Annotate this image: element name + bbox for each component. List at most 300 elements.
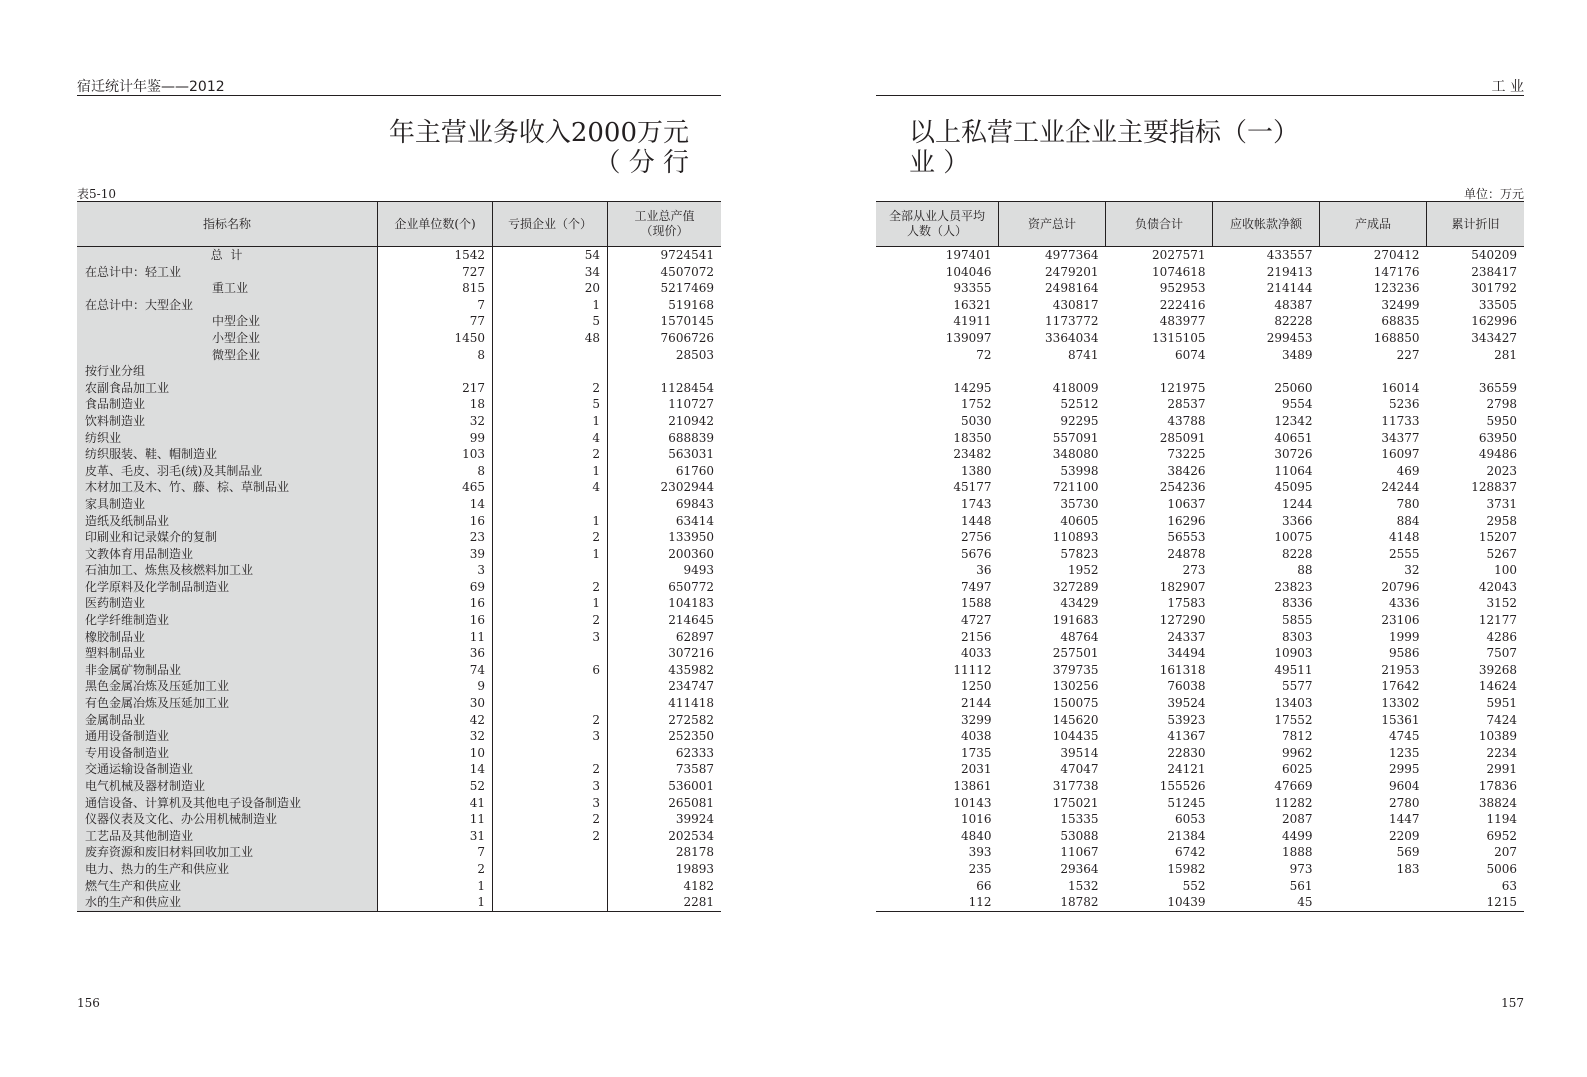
table-row bbox=[77, 695, 721, 712]
cell-depr: 7507 bbox=[1486, 646, 1517, 661]
cell-gross-output: 4182 bbox=[683, 878, 714, 893]
cell-gross-output: 9493 bbox=[683, 563, 714, 578]
cell-goods: 11733 bbox=[1381, 413, 1420, 428]
table-row bbox=[77, 430, 721, 447]
row-label: 印刷业和记录媒介的复制 bbox=[77, 529, 378, 546]
cell-debt: 76038 bbox=[1167, 679, 1206, 694]
cell-assets: 317738 bbox=[1052, 779, 1099, 793]
cell-assets: 130256 bbox=[1052, 679, 1099, 694]
cell-loss-enterprises bbox=[493, 695, 608, 712]
table-row bbox=[77, 562, 721, 579]
row-label: 重工业 bbox=[77, 280, 378, 297]
row-label: 废弃资源和废旧材料回收加工业 bbox=[77, 844, 378, 861]
cell-debt: 22830 bbox=[1167, 745, 1206, 760]
cell-assets: 39514 bbox=[1060, 745, 1099, 760]
page-number-left: 156 bbox=[77, 996, 100, 1010]
table-row bbox=[876, 546, 1524, 563]
unit-note: 单位：万元 bbox=[1463, 187, 1524, 201]
cell-assets: 43429 bbox=[1060, 596, 1099, 611]
cell-debt: 254236 bbox=[1159, 480, 1206, 495]
cell-emp: 5676 bbox=[960, 546, 992, 561]
row-label: 总 计 bbox=[77, 247, 378, 264]
table-header-row bbox=[876, 202, 1524, 247]
table-row bbox=[876, 363, 1524, 380]
cell-goods: 168850 bbox=[1373, 330, 1420, 345]
cell-gross-output bbox=[608, 363, 722, 380]
table-row bbox=[77, 330, 721, 347]
cell-recv: 5855 bbox=[1281, 613, 1313, 628]
cell-goods: 227 bbox=[1396, 347, 1420, 362]
cell-loss-enterprises bbox=[493, 363, 608, 380]
cell-assets: 1173772 bbox=[1045, 314, 1099, 329]
cell-debt: 6742 bbox=[1174, 845, 1206, 860]
cell-loss-enterprises: 2 bbox=[493, 612, 608, 629]
cell-loss-enterprises bbox=[493, 894, 608, 911]
cell-loss-enterprises: 34 bbox=[493, 264, 608, 281]
cell-depr: 3731 bbox=[1486, 496, 1517, 511]
cell-depr: 39268 bbox=[1478, 662, 1517, 677]
cell-debt bbox=[1106, 363, 1213, 380]
cell-debt: 10439 bbox=[1167, 895, 1206, 910]
cell-enterprise-count: 1 bbox=[378, 894, 493, 911]
table-row bbox=[876, 562, 1524, 579]
table-row bbox=[876, 595, 1524, 612]
cell-recv: 8228 bbox=[1281, 546, 1313, 561]
cell-gross-output: 9724541 bbox=[660, 248, 714, 262]
cell-assets: 2498164 bbox=[1045, 281, 1099, 296]
cell-emp: 139097 bbox=[945, 330, 992, 345]
cell-debt: 15982 bbox=[1167, 861, 1206, 876]
cell-depr: 100 bbox=[1494, 563, 1517, 578]
table-row bbox=[77, 347, 721, 364]
table-row bbox=[77, 463, 721, 480]
header-loss-enterprises: 亏损企业（个） bbox=[493, 202, 608, 247]
cell-gross-output: 73587 bbox=[675, 762, 714, 777]
row-label: 小型企业 bbox=[77, 330, 378, 347]
row-label: 通用设备制造业 bbox=[77, 728, 378, 745]
cell-depr: 5950 bbox=[1486, 413, 1517, 428]
cell-loss-enterprises bbox=[493, 678, 608, 695]
cell-emp: 1743 bbox=[960, 496, 992, 511]
header-rule-right bbox=[876, 95, 1524, 96]
cell-recv: 12342 bbox=[1274, 413, 1313, 428]
cell-emp: 5030 bbox=[960, 413, 992, 428]
cell-assets: 48764 bbox=[1060, 629, 1099, 644]
row-label: 在总计中：轻工业 bbox=[77, 264, 378, 281]
table-row bbox=[876, 878, 1524, 895]
cell-depr: 1215 bbox=[1486, 895, 1517, 910]
cell-goods: 24244 bbox=[1381, 480, 1420, 495]
cell-emp: 1016 bbox=[960, 812, 992, 827]
cell-assets: 53998 bbox=[1060, 463, 1099, 478]
table-row bbox=[77, 264, 721, 281]
cell-goods: 15361 bbox=[1381, 712, 1420, 727]
cell-gross-output: 133950 bbox=[668, 530, 714, 545]
cell-loss-enterprises: 2 bbox=[493, 828, 608, 845]
cell-emp: 72 bbox=[976, 347, 992, 362]
cell-assets: 15335 bbox=[1060, 812, 1099, 827]
row-label: 农副食品加工业 bbox=[77, 380, 378, 397]
cell-gross-output: 265081 bbox=[668, 795, 714, 810]
table-row bbox=[876, 463, 1524, 480]
cell-emp: 16321 bbox=[953, 297, 992, 312]
cell-enterprise-count: 2 bbox=[378, 861, 493, 878]
cell-emp: 45177 bbox=[953, 480, 992, 495]
table-row bbox=[876, 778, 1524, 795]
cell-enterprise-count: 1450 bbox=[378, 330, 493, 347]
cell-depr: 36559 bbox=[1478, 380, 1517, 395]
table-row bbox=[77, 894, 721, 911]
table-row bbox=[77, 446, 721, 463]
cell-depr: 17836 bbox=[1478, 779, 1517, 793]
table-row bbox=[77, 579, 721, 596]
table-row bbox=[876, 413, 1524, 430]
cell-gross-output: 4507072 bbox=[660, 264, 714, 279]
cell-depr: 207 bbox=[1494, 845, 1517, 860]
cell-recv: 299453 bbox=[1266, 330, 1313, 345]
cell-loss-enterprises: 3 bbox=[493, 778, 608, 795]
cell-emp: 41911 bbox=[953, 314, 992, 329]
cell-debt: 38426 bbox=[1167, 463, 1206, 478]
table-row bbox=[77, 546, 721, 563]
cell-goods: 569 bbox=[1396, 845, 1420, 860]
row-label: 非金属矿物制品业 bbox=[77, 662, 378, 679]
table-row bbox=[77, 712, 721, 729]
cell-recv: 9962 bbox=[1281, 745, 1313, 760]
cell-enterprise-count: 1542 bbox=[378, 247, 493, 264]
cell-emp: 1588 bbox=[960, 596, 992, 611]
cell-depr: 7424 bbox=[1486, 712, 1517, 727]
row-label: 微型企业 bbox=[77, 347, 378, 364]
table-row bbox=[876, 479, 1524, 496]
header-total-assets: 资产总计 bbox=[999, 202, 1106, 247]
cell-loss-enterprises bbox=[493, 745, 608, 762]
cell-assets: 3364034 bbox=[1045, 330, 1099, 345]
page-number-right: 157 bbox=[1501, 996, 1524, 1010]
cell-emp: 14295 bbox=[953, 380, 992, 395]
table-row bbox=[77, 678, 721, 695]
table-row bbox=[876, 728, 1524, 745]
cell-gross-output: 234747 bbox=[668, 679, 714, 694]
cell-enterprise-count: 16 bbox=[378, 595, 493, 612]
cell-depr: 2958 bbox=[1486, 513, 1517, 528]
cell-depr: 63950 bbox=[1478, 430, 1517, 445]
cell-assets: 8741 bbox=[1067, 347, 1099, 362]
cell-loss-enterprises: 2 bbox=[493, 811, 608, 828]
cell-enterprise-count: 52 bbox=[378, 778, 493, 795]
cell-enterprise-count: 10 bbox=[378, 745, 493, 762]
table-row bbox=[77, 396, 721, 413]
cell-emp: 1448 bbox=[960, 513, 992, 528]
cell-recv: 2087 bbox=[1281, 812, 1313, 827]
row-label: 工艺品及其他制造业 bbox=[77, 828, 378, 845]
cell-gross-output: 28178 bbox=[675, 845, 714, 860]
cell-loss-enterprises: 1 bbox=[493, 595, 608, 612]
cell-debt: 17583 bbox=[1167, 596, 1206, 611]
cell-emp: 7497 bbox=[960, 579, 992, 594]
cell-loss-enterprises bbox=[493, 496, 608, 513]
cell-emp: 4840 bbox=[960, 828, 992, 843]
row-label: 金属制品业 bbox=[77, 712, 378, 729]
table-row bbox=[876, 297, 1524, 314]
cell-loss-enterprises: 3 bbox=[493, 728, 608, 745]
cell-assets: 18782 bbox=[1060, 895, 1099, 910]
cell-recv: 40651 bbox=[1274, 430, 1313, 445]
cell-gross-output: 5217469 bbox=[660, 281, 714, 296]
cell-goods: 68835 bbox=[1381, 314, 1420, 329]
cell-assets: 57823 bbox=[1060, 546, 1099, 561]
cell-depr: 2798 bbox=[1486, 397, 1517, 412]
cell-enterprise-count: 31 bbox=[378, 828, 493, 845]
cell-assets: 29364 bbox=[1060, 861, 1099, 876]
table-row bbox=[876, 662, 1524, 679]
cell-emp: 11112 bbox=[953, 662, 992, 677]
cell-recv: 30726 bbox=[1274, 447, 1313, 462]
cell-depr: 2991 bbox=[1486, 762, 1517, 777]
cell-debt: 127290 bbox=[1159, 613, 1206, 628]
cell-assets: 52512 bbox=[1060, 397, 1099, 412]
cell-enterprise-count: 42 bbox=[378, 712, 493, 729]
cell-assets: 2479201 bbox=[1045, 264, 1099, 279]
row-label: 在总计中：大型企业 bbox=[77, 297, 378, 314]
cell-loss-enterprises: 2 bbox=[493, 380, 608, 397]
table-row bbox=[876, 828, 1524, 845]
cell-debt: 2027571 bbox=[1152, 248, 1206, 262]
cell-enterprise-count: 30 bbox=[378, 695, 493, 712]
cell-recv bbox=[1213, 363, 1320, 380]
table-row bbox=[876, 795, 1524, 812]
cell-recv: 10903 bbox=[1274, 646, 1313, 661]
cell-gross-output: 272582 bbox=[668, 712, 714, 727]
header-employees: 全部从业人员平均 人数（人） bbox=[876, 202, 999, 247]
cell-recv: 23823 bbox=[1274, 579, 1313, 594]
cell-debt: 73225 bbox=[1167, 447, 1206, 462]
cell-recv: 8336 bbox=[1281, 596, 1313, 611]
table-row bbox=[876, 496, 1524, 513]
cell-emp: 4033 bbox=[960, 646, 992, 661]
cell-debt: 285091 bbox=[1159, 430, 1206, 445]
cell-emp: 93355 bbox=[953, 281, 992, 296]
table-row bbox=[77, 828, 721, 845]
cell-recv: 11282 bbox=[1274, 795, 1313, 810]
row-label: 电气机械及器材制造业 bbox=[77, 778, 378, 795]
cell-depr: 343427 bbox=[1471, 330, 1517, 345]
cell-goods: 2995 bbox=[1388, 762, 1420, 777]
cell-recv: 47669 bbox=[1274, 779, 1313, 793]
cell-enterprise-count: 36 bbox=[378, 645, 493, 662]
cell-debt: 1074618 bbox=[1152, 264, 1206, 279]
table-number: 表5-10 bbox=[77, 187, 116, 201]
cell-enterprise-count: 11 bbox=[378, 629, 493, 646]
table-row bbox=[876, 579, 1524, 596]
cell-depr: 2023 bbox=[1486, 463, 1517, 478]
cell-loss-enterprises bbox=[493, 645, 608, 662]
table-row bbox=[876, 380, 1524, 397]
table-row bbox=[876, 430, 1524, 447]
row-label: 纺织业 bbox=[77, 430, 378, 447]
cell-debt: 121975 bbox=[1159, 380, 1206, 395]
table-row bbox=[876, 513, 1524, 530]
cell-debt: 182907 bbox=[1159, 579, 1206, 594]
cell-enterprise-count: 23 bbox=[378, 529, 493, 546]
cell-enterprise-count: 8 bbox=[378, 347, 493, 364]
cell-enterprise-count bbox=[378, 363, 493, 380]
table-row bbox=[77, 529, 721, 546]
cell-enterprise-count: 8 bbox=[378, 463, 493, 480]
cell-goods bbox=[1320, 363, 1427, 380]
cell-debt: 1315105 bbox=[1152, 330, 1206, 345]
cell-depr: 162996 bbox=[1471, 314, 1517, 329]
cell-gross-output: 2302944 bbox=[660, 480, 714, 495]
cell-enterprise-count: 69 bbox=[378, 579, 493, 596]
cell-goods: 1999 bbox=[1388, 629, 1420, 644]
cell-goods: 16014 bbox=[1381, 380, 1420, 395]
table-row bbox=[77, 745, 721, 762]
cell-enterprise-count: 11 bbox=[378, 811, 493, 828]
cell-loss-enterprises: 2 bbox=[493, 446, 608, 463]
cell-debt: 273 bbox=[1182, 563, 1206, 578]
cell-goods: 2209 bbox=[1388, 828, 1420, 843]
cell-depr: 4286 bbox=[1486, 629, 1517, 644]
cell-debt: 155526 bbox=[1159, 779, 1206, 793]
row-label: 皮革、毛皮、羽毛(绒)及其制品业 bbox=[77, 463, 378, 480]
cell-recv: 561 bbox=[1289, 878, 1313, 893]
cell-recv: 88 bbox=[1297, 563, 1313, 578]
header-finished-goods: 产成品 bbox=[1320, 202, 1427, 247]
cell-gross-output: 200360 bbox=[668, 546, 714, 561]
cell-assets: 40605 bbox=[1060, 513, 1099, 528]
running-head-left: 宿迁统计年鉴——2012 bbox=[77, 79, 225, 95]
row-label: 化学原料及化学制品制造业 bbox=[77, 579, 378, 596]
cell-recv: 433557 bbox=[1266, 248, 1313, 262]
cell-goods: 4745 bbox=[1388, 729, 1420, 744]
cell-goods: 17642 bbox=[1381, 679, 1420, 694]
cell-goods: 1447 bbox=[1388, 812, 1420, 827]
cell-goods: 780 bbox=[1396, 496, 1420, 511]
cell-assets: 175021 bbox=[1052, 795, 1099, 810]
cell-enterprise-count: 9 bbox=[378, 678, 493, 695]
cell-depr: 301792 bbox=[1471, 281, 1517, 296]
cell-gross-output: 28503 bbox=[675, 347, 714, 362]
cell-gross-output: 411418 bbox=[668, 696, 714, 711]
table-row bbox=[876, 745, 1524, 762]
cell-assets: 4977364 bbox=[1045, 248, 1099, 262]
cell-assets: 145620 bbox=[1052, 712, 1099, 727]
cell-enterprise-count: 3 bbox=[378, 562, 493, 579]
cell-goods: 270412 bbox=[1373, 248, 1420, 262]
table-row bbox=[876, 313, 1524, 330]
cell-enterprise-count: 41 bbox=[378, 795, 493, 812]
cell-enterprise-count: 39 bbox=[378, 546, 493, 563]
cell-depr: 3152 bbox=[1486, 596, 1517, 611]
cell-assets: 47047 bbox=[1060, 762, 1099, 777]
cell-recv: 1888 bbox=[1281, 845, 1313, 860]
cell-emp: 1250 bbox=[960, 679, 992, 694]
table-title-right: 以上私营工业企业主要指标（一） 业 ） bbox=[909, 118, 1300, 178]
cell-debt: 28537 bbox=[1167, 397, 1206, 412]
table-header-row bbox=[77, 202, 721, 247]
cell-assets: 379735 bbox=[1052, 662, 1099, 677]
cell-depr: 128837 bbox=[1471, 480, 1517, 495]
header-total-liabilities: 负债合计 bbox=[1106, 202, 1213, 247]
cell-depr: 2234 bbox=[1486, 745, 1517, 760]
cell-recv: 45 bbox=[1297, 895, 1313, 910]
cell-loss-enterprises: 3 bbox=[493, 795, 608, 812]
cell-gross-output: 19893 bbox=[675, 861, 714, 876]
cell-enterprise-count: 1 bbox=[378, 878, 493, 895]
cell-recv: 9554 bbox=[1281, 397, 1313, 412]
cell-emp: 10143 bbox=[953, 795, 992, 810]
table-row bbox=[876, 612, 1524, 629]
cell-goods: 32499 bbox=[1381, 297, 1420, 312]
cell-goods: 884 bbox=[1396, 513, 1420, 528]
row-label: 仪器仪表及文化、办公用机械制造业 bbox=[77, 811, 378, 828]
table-row bbox=[77, 297, 721, 314]
cell-debt: 483977 bbox=[1159, 314, 1206, 329]
cell-emp: 235 bbox=[968, 861, 992, 876]
header-receivables: 应收帐款净额 bbox=[1213, 202, 1320, 247]
cell-gross-output: 519168 bbox=[668, 297, 714, 312]
cell-goods: 32 bbox=[1404, 563, 1420, 578]
cell-debt: 161318 bbox=[1159, 662, 1206, 677]
cell-recv: 11064 bbox=[1274, 463, 1313, 478]
cell-recv: 17552 bbox=[1274, 712, 1313, 727]
cell-debt: 24121 bbox=[1167, 762, 1206, 777]
cell-depr: 238417 bbox=[1471, 264, 1517, 279]
table-row bbox=[876, 761, 1524, 778]
cell-loss-enterprises: 54 bbox=[493, 247, 608, 264]
cell-enterprise-count: 727 bbox=[378, 264, 493, 281]
cell-emp: 2031 bbox=[960, 762, 992, 777]
cell-loss-enterprises: 48 bbox=[493, 330, 608, 347]
table-row bbox=[77, 595, 721, 612]
cell-debt: 16296 bbox=[1167, 513, 1206, 528]
cell-enterprise-count: 7 bbox=[378, 297, 493, 314]
cell-assets: 257501 bbox=[1052, 646, 1099, 661]
cell-assets: 430817 bbox=[1052, 297, 1099, 312]
cell-goods: 469 bbox=[1396, 463, 1420, 478]
cell-goods bbox=[1320, 878, 1427, 895]
cell-enterprise-count: 32 bbox=[378, 728, 493, 745]
cell-loss-enterprises: 4 bbox=[493, 430, 608, 447]
cell-enterprise-count: 99 bbox=[378, 430, 493, 447]
cell-depr: 5951 bbox=[1486, 696, 1517, 711]
cell-recv: 82228 bbox=[1274, 314, 1313, 329]
cell-assets: 53088 bbox=[1060, 828, 1099, 843]
cell-debt: 6074 bbox=[1174, 347, 1206, 362]
table-row bbox=[77, 844, 721, 861]
cell-gross-output: 7606726 bbox=[660, 330, 714, 345]
row-label: 交通运输设备制造业 bbox=[77, 761, 378, 778]
cell-recv: 1244 bbox=[1281, 496, 1313, 511]
table-row bbox=[77, 662, 721, 679]
cell-depr: 33505 bbox=[1478, 297, 1517, 312]
cell-gross-output: 214645 bbox=[668, 613, 714, 628]
table-row bbox=[876, 347, 1524, 364]
table-row bbox=[77, 645, 721, 662]
cell-loss-enterprises: 3 bbox=[493, 629, 608, 646]
cell-loss-enterprises: 2 bbox=[493, 712, 608, 729]
table-row bbox=[77, 413, 721, 430]
cell-gross-output: 61760 bbox=[675, 463, 714, 478]
cell-recv: 45095 bbox=[1274, 480, 1313, 495]
cell-loss-enterprises bbox=[493, 878, 608, 895]
table-row bbox=[876, 645, 1524, 662]
cell-assets: 348080 bbox=[1052, 447, 1099, 462]
cell-emp: 2144 bbox=[960, 696, 992, 711]
cell-emp: 197401 bbox=[945, 248, 992, 262]
cell-emp: 2156 bbox=[960, 629, 992, 644]
